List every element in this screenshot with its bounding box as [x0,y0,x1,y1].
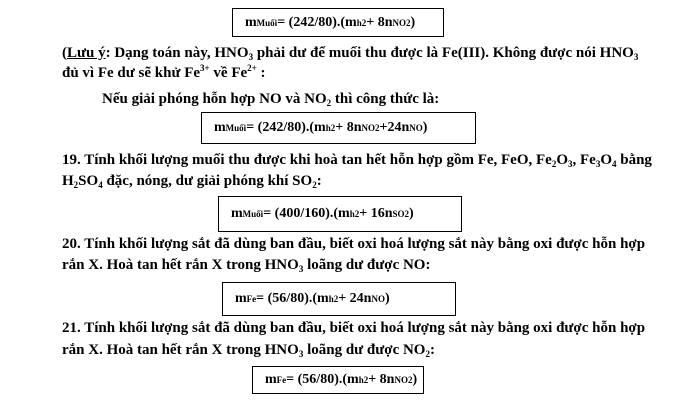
formula-box-1: m Muối = (242/80).(m h 2 + 8n NO2 ) [232,8,444,37]
note-line-1: (Lưu ý: Dạng toán này, $HNO_3$ phải dư để muối thu được là Fe(III). Không được nói $HNO_3$ [62,45,639,62]
problem-20-line-2: rắn X. Hoà tan hết rắn X trong $HNO_3$ loãng dư được NO: [62,257,431,274]
formula-box-2: m Muối = (242/80).(m h 2 + 8n NO2 +24n NO ) [201,112,476,144]
problem-20-line-1: 20. Tính khối lượng sắt đã dùng ban đầu, biết oxi hoá lượng sắt này bằng oxi được hỗn hợp [62,236,646,252]
formula-box-3: m Muối = (400/160).(m h 2 + 16n SO2 ) [218,196,462,232]
note-line-3: Nếu giải phóng hỗn hợp NO và $NO_2$ thì công thức là: [102,91,440,108]
problem-21-line-1: 21. Tính khối lượng sắt đã dùng ban đầu, biết oxi hoá lượng sắt này bằng oxi được hỗn hợp [62,320,646,336]
formula-box-5: m Fe = (56/80).(m h 2 + 8n NO2 ) [252,366,424,394]
note-label: Lưu ý [67,45,106,61]
problem-21-line-2: rắn X. Hoà tan hết rắn X trong $HNO_3$ loãng dư được $NO_2$: [62,342,435,359]
formula-box-4: m Fe = (56/80).(m h 2 + 24n NO ) [222,282,456,316]
note-line-2: đủ vì Fe dư sẽ khử $Fe^{3+}$ về $Fe^{2+}$ : [62,63,266,81]
problem-19-line-2: $H_2SO_4$ đặc, nóng, dư giải phóng khí $SO_2$: [62,173,322,190]
problem-19-line-1: 19. Tính khối lượng muối thu được khi hoà tan hết hỗn hợp gồm Fe, FeO, $Fe_2O_3$, $Fe_3O_4$ bằng [62,152,652,169]
